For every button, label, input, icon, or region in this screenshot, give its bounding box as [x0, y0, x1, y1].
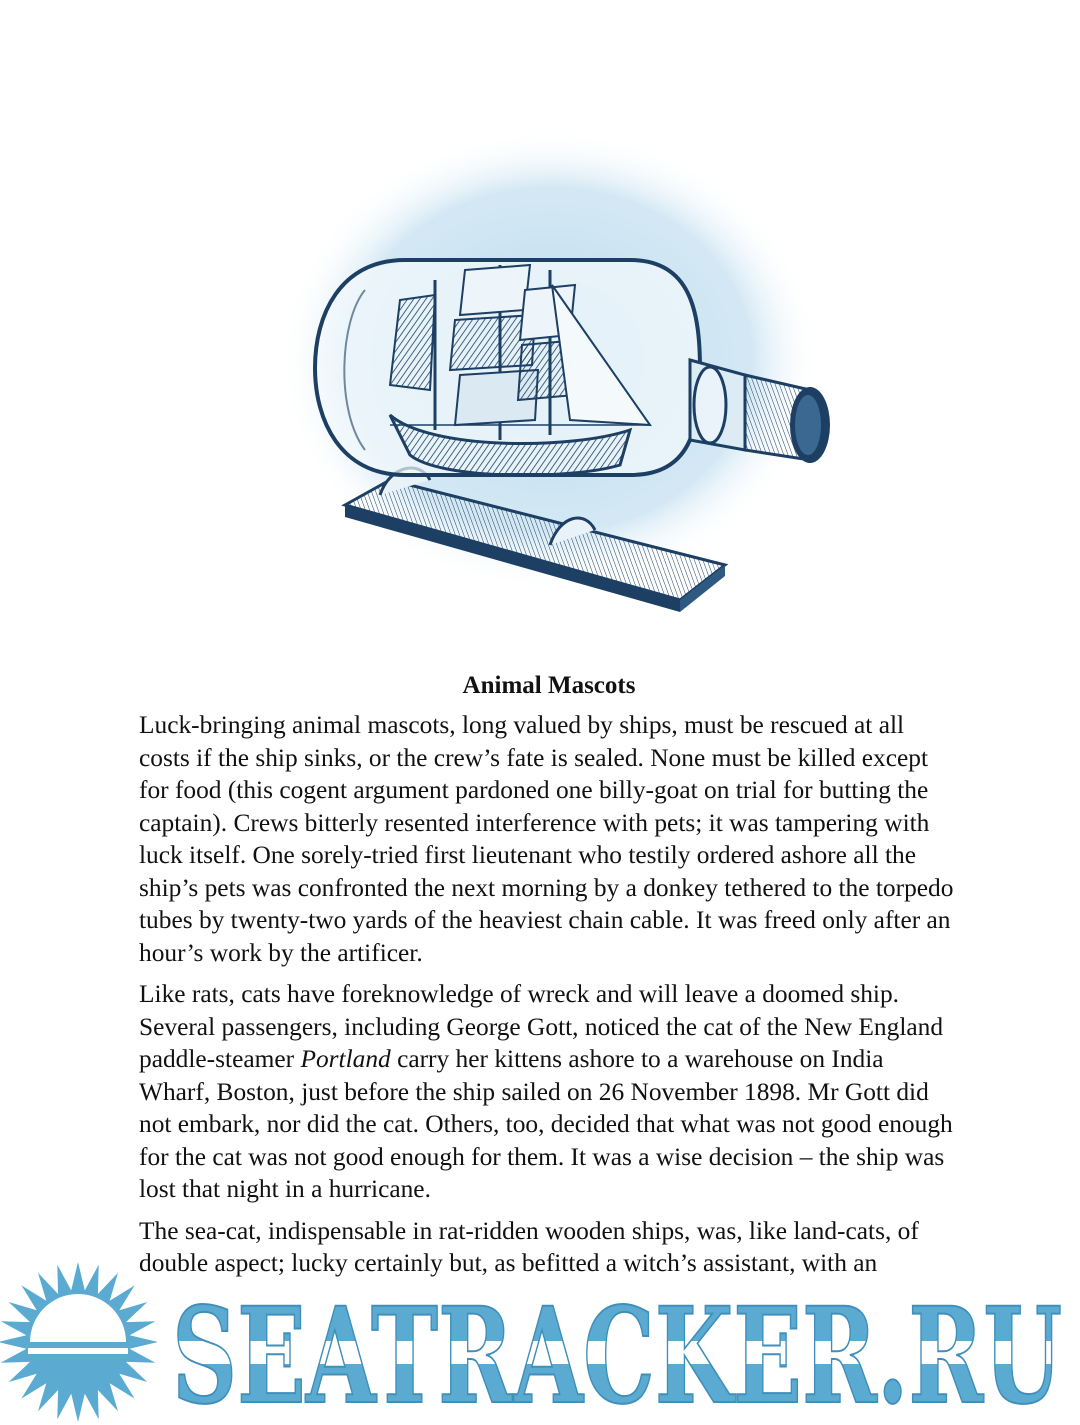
watermark-text: SEATRACKER.RU: [172, 1279, 1062, 1425]
paragraph-2-end: carry her kittens ashore to a warehouse on India Wharf, Boston, just before the ship sailed on 26 November 1898. Mr Gott did not embark, nor did the cat. Others, too, decided that what was not good enough for the cat was not good enough for them. It was a wise decision – the ship was lost that night in a hurricane.: [139, 1045, 953, 1203]
ship-name: Portland: [300, 1045, 391, 1073]
paragraph-2-start: Like rats, cats have foreknowledge of wreck and will leave a doomed ship. Several passengers, including George Gott, noticed the cat of the New England paddle-steamer: [139, 980, 944, 1073]
sun-logo-icon: [0, 1262, 158, 1422]
seatracker-watermark: [0, 1262, 1080, 1425]
paragraph-2: [139, 978, 959, 1206]
article-title: Animal Mascots: [462, 672, 636, 699]
paragraph-1: Luck-bringing animal mascots, long valued by ships, must be rescued at all costs if the ship sinks, or the crew’s fate is sealed. None must be killed except for food (this cogent argument pardoned one billy-goat on trial for butting the captain). Crews bitterly resented interference with pets; it was tampering with luck itself. One sorely-tried first lieutenant who testily ordered ashore all the ship’s pets was confronted the next morning by a donkey tethered to the torpedo tubes by twenty-two yards of the heaviest chain cable. It was freed only after an hour’s work by the artificer.: [139, 711, 954, 967]
ship-in-bottle-illustration: [270, 120, 830, 650]
article: [139, 672, 959, 1289]
paragraph-3: The sea-cat, indispensable in rat-ridden wooden ships, was, like land-cats, of double aspect; lucky certainly but, as befitted a witch’s assistant, with an: [139, 1216, 919, 1277]
